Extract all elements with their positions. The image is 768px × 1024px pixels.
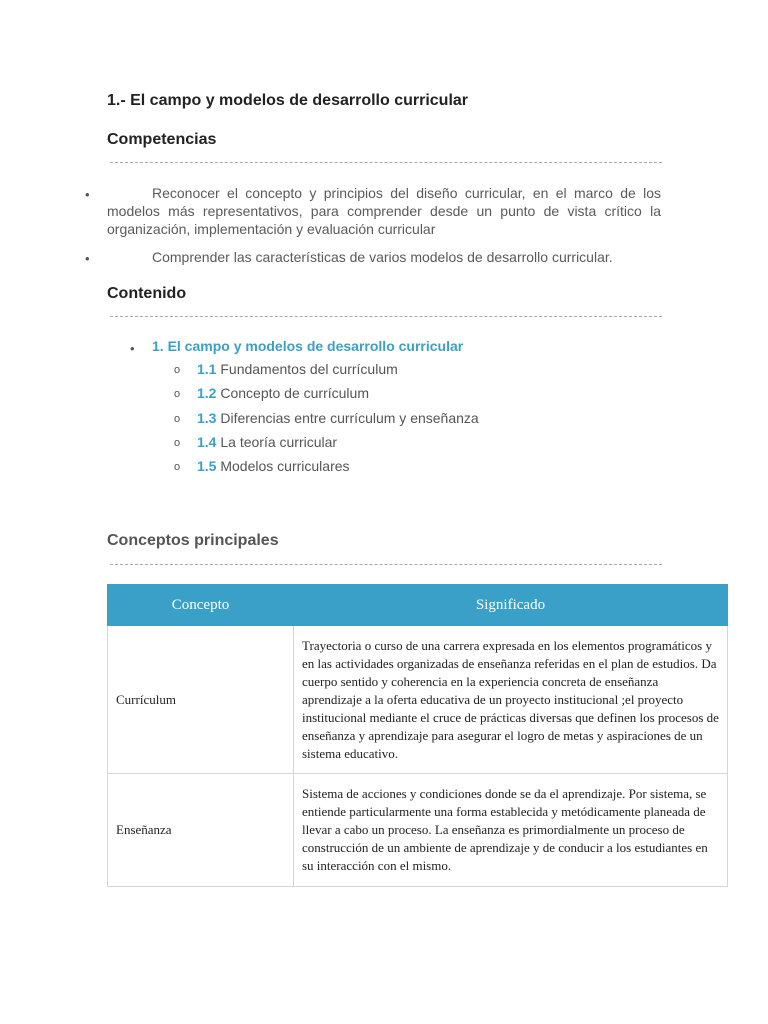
bullet-icon: • bbox=[130, 341, 135, 356]
concept-term: Enseñanza bbox=[108, 774, 294, 887]
sub-item-number: 1.5 bbox=[197, 458, 217, 474]
conceptos-divider bbox=[110, 564, 662, 565]
concept-meaning: Trayectoria o curso de una carrera expresada en los elementos programáticos y en las actividades organizadas de enseñanza referidas en el plan de estudios. Da cuerpo sentido y coherencia en la experiencia concreta de enseñanza aprendizaje a la oferta educativa de un proyecto institucional ;el proyecto institucional mediante el cruce de prácticas diversas que definen los procesos de enseñanza y aprendizaje para asegurar el logro de metas y aspiraciones de un sistema educativo. bbox=[294, 626, 728, 774]
sub-item-number: 1.1 bbox=[197, 361, 217, 377]
concept-meaning: Sistema de acciones y condiciones donde se da el aprendizaje. Por sistema, se entiende particularmente una forma establecida y metódicamente planeada de llevar a cabo un proceso. La enseñanza es primordialmente un proceso de construcción de un ambiente de aprendizaje y de conducir a los estudiantes en su interacción con el mismo. bbox=[294, 774, 728, 887]
sub-item-number: 1.3 bbox=[197, 410, 217, 426]
contenido-heading: Contenido bbox=[107, 285, 187, 302]
sub-item-label: Fundamentos del currículum bbox=[220, 361, 398, 377]
contenido-sub-item[interactable] bbox=[197, 385, 369, 401]
circle-bullet-icon: o bbox=[174, 413, 181, 425]
bullet-icon: • bbox=[85, 187, 90, 202]
table-row bbox=[108, 626, 728, 774]
bullet-icon: • bbox=[85, 251, 90, 266]
sub-item-label: Concepto de currículum bbox=[220, 385, 369, 401]
circle-bullet-icon: o bbox=[174, 437, 181, 449]
circle-bullet-icon: o bbox=[174, 388, 181, 400]
sub-item-label: Modelos curriculares bbox=[220, 458, 350, 474]
conceptos-heading: Conceptos principales bbox=[107, 532, 279, 549]
table-header-row bbox=[108, 585, 728, 626]
contenido-sub-item[interactable] bbox=[197, 434, 337, 450]
sub-item-label: Diferencias entre currículum y enseñanza bbox=[220, 410, 479, 426]
sub-item-number: 1.4 bbox=[197, 434, 217, 450]
competencias-heading: Competencias bbox=[107, 131, 217, 148]
contenido-main-link[interactable]: 1. El campo y modelos de desarrollo curricular bbox=[152, 338, 464, 354]
column-header-significado: Significado bbox=[294, 585, 728, 626]
competencia-item-text: Reconocer el concepto y principios del diseño curricular, en el marco de los modelos más representativos, para comprender desde un punto de vista crítico la organización, implementación y evaluación curricular bbox=[107, 185, 661, 237]
column-header-concepto: Concepto bbox=[108, 585, 294, 626]
competencias-divider bbox=[110, 162, 662, 163]
sub-item-label: La teoría curricular bbox=[220, 434, 338, 450]
circle-bullet-icon: o bbox=[174, 461, 181, 473]
concept-term: Currículum bbox=[108, 626, 294, 774]
table-row bbox=[108, 774, 728, 887]
contenido-sub-item[interactable] bbox=[197, 458, 350, 474]
conceptos-table bbox=[107, 584, 728, 887]
contenido-sub-item[interactable] bbox=[197, 361, 398, 377]
sub-item-number: 1.2 bbox=[197, 385, 217, 401]
contenido-sub-item[interactable] bbox=[197, 410, 479, 426]
competencia-item bbox=[107, 248, 661, 266]
competencia-item bbox=[107, 184, 661, 238]
page-title: 1.- El campo y modelos de desarrollo curricular bbox=[107, 92, 469, 109]
circle-bullet-icon: o bbox=[174, 364, 181, 376]
contenido-divider bbox=[110, 316, 662, 317]
competencia-item-text: Comprender las características de varios modelos de desarrollo curricular. bbox=[152, 249, 613, 265]
